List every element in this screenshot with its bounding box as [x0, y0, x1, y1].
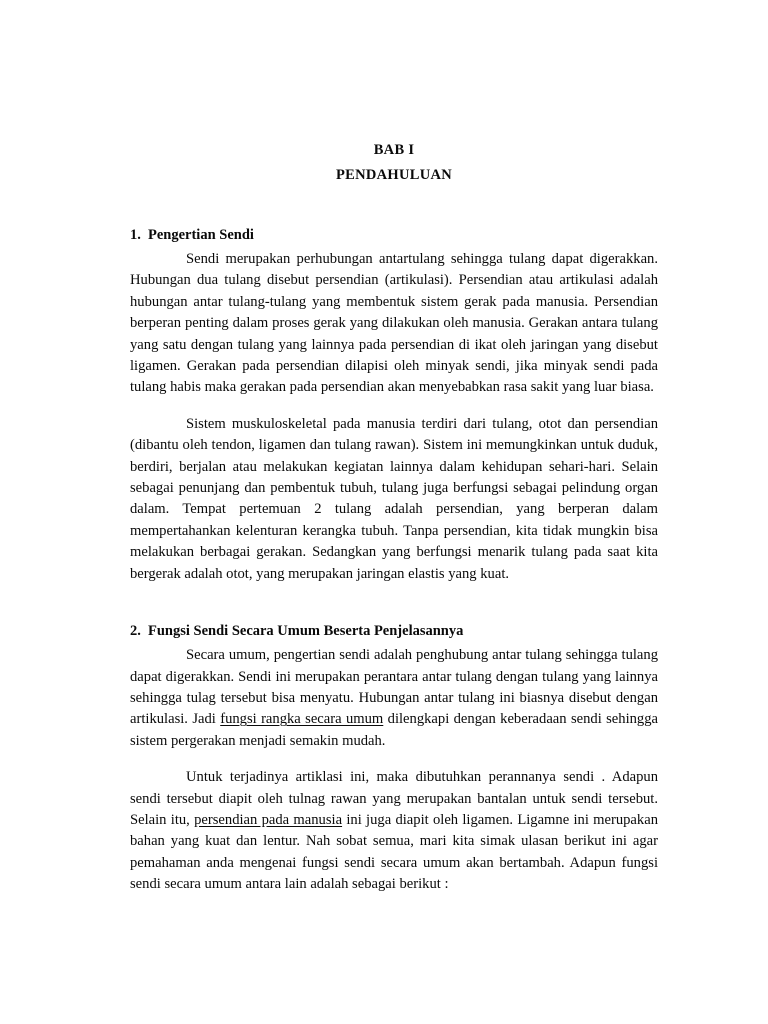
paragraph-text: Untuk terjadinya artiklasi ini, maka dibutuhkan perannanya sendi . Adapun sendi tersebut diapit oleh tulnag rawan yang merupakan bantalan untuk sendi tersebut. Selain itu, — [130, 769, 658, 828]
paragraph — [130, 645, 658, 752]
paragraph-text: Sendi merupakan perhubungan antartulang sehingga tulang dapat digerakkan. Hubungan dua tulang disebut persendian (artikulasi). Persendian atau artikulasi adalah hubungan antar tulang-tulang yang membentuk sistem gerak pada manusia. Persendian berperan penting dalam proses gerak yang dilakukan oleh manusia. Gerakan antara tulang yang satu dengan tulang yang lainnya pada persendian di ikat oleh jaringan yang disebut ligamen. Gerakan pada persendian dilapisi oleh minyak sendi, jika minyak sendi pada tulang habis maka gerakan pada persendian akan menyebabkan rasa sakit yang luar biasa. — [130, 251, 658, 396]
section-heading-label: Fungsi Sendi Secara Umum Beserta Penjelasannya — [148, 623, 464, 640]
section-heading-label: Pengertian Sendi — [148, 227, 254, 243]
paragraph-text: Secara umum, pengertian sendi adalah penghubung antar tulang sehingga tulang dapat digerakkan. Sendi ini merupakan perantara antar tulang dengan tulang yang lainnya sehingga tulag tersebut bisa menyatu. Hubungan antar tulang ini biasnya disebut dengan artikulasi. Jadi — [130, 647, 658, 728]
paragraph — [130, 249, 658, 399]
section-number: 1. — [130, 227, 141, 243]
document-content — [130, 138, 658, 896]
section-heading — [130, 621, 658, 641]
section-fungsi-sendi — [130, 621, 658, 895]
section-number: 2. — [130, 623, 141, 640]
paragraph — [130, 767, 658, 895]
paragraph-text: Sistem muskuloskeletal pada manusia terdiri dari tulang, otot dan persendian (dibantu oleh tendon, ligamen dan tulang rawan). Sistem ini memungkinkan untuk duduk, berdiri, berjalan atau melakukan kegiatan lainnya dalam kehidupan sehari-hari. Selain sebagai penunjang dan pembentuk tubuh, tulang juga berfungsi sebagai pelindung organ dalam. Tempat pertemuan 2 tulang adalah persendian, yang berperan dalam mempertahankan kelenturan kerangka tubuh. Tanpa persendian, kita tidak mungkin bisa melakukan berbagai gerakan. Sedangkan yang berfungsi menarik tulang pada saat kita bergerak adalah otot, yang merupakan jaringan elastis yang kuat. — [130, 415, 658, 582]
paragraph-text-tail: dilengkapi dengan keberadaan sendi sehingga sistem pergerakan menjadi semakin mudah. — [130, 711, 659, 749]
section-pengertian-sendi — [130, 225, 658, 585]
paragraph — [130, 414, 658, 585]
chapter-subtitle: PENDAHULUAN — [335, 167, 453, 183]
chapter-title: BAB I — [373, 142, 415, 158]
paragraph-text-tail: ini juga diapit oleh ligamen. Ligamne ini merupakan bahan yang kuat dan lentur. Nah sobat semua, mari kita simak ulasan berikut ini agar pemahaman anda mengenai fungsi sendi secara umum akan bertambah. Adapun fungsi sendi secara umum antara lain adalah sebagai berikut : — [130, 811, 658, 893]
inline-link-persendian-pada-manusia[interactable]: persendian pada manusia — [194, 811, 343, 828]
section-heading — [130, 225, 658, 245]
inline-link-fungsi-rangka-secara-umum[interactable]: fungsi rangka secara umum — [220, 711, 384, 728]
